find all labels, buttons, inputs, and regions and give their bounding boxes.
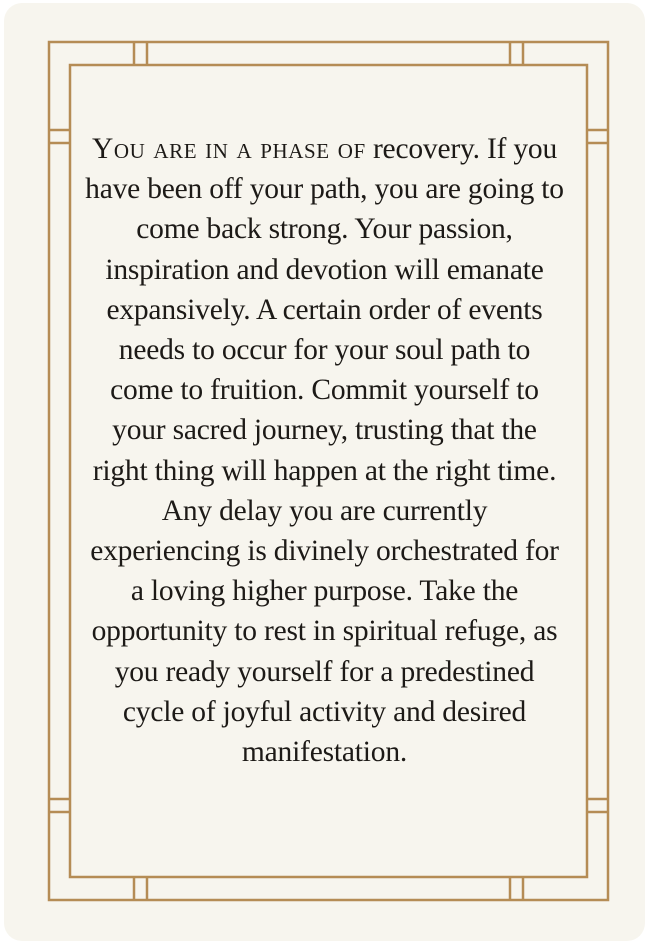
card-lead-in: You are in a phase of — [91, 133, 366, 165]
card-body-text: recovery. If you have been off your path, you are going to come back strong. Your passion, inspiration and devotion will emanate expansively. A certain order of events needs to occur for your soul path to come to fruition. Commit yourself to your sacred journey, trusting that the right thing will happen at the right time. Any delay you are currently experiencing is divinely orchestrated for a loving higher purpose. Take the opportunity to rest in spiritual refuge, as you ready yourself for a predestined cycle of joyful activity and desired manifestation. — [85, 133, 564, 769]
card-message — [84, 129, 565, 772]
oracle-card — [4, 3, 645, 941]
